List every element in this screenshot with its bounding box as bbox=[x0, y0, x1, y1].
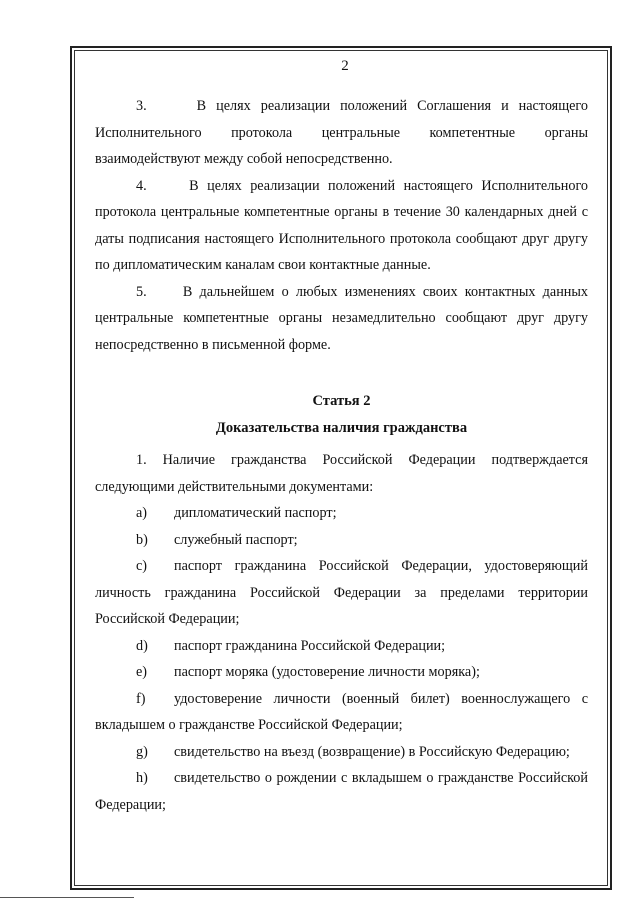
list-item-text: свидетельство на въезд (возвращение) в Российскую Федерацию; bbox=[174, 743, 570, 760]
list-item-label: a) bbox=[136, 505, 148, 521]
spacer bbox=[95, 358, 588, 388]
list-item-text: свидетельство о рождении с вкладышем о гражданстве Российской Федерации; bbox=[95, 770, 588, 813]
page-number: 2 bbox=[341, 58, 349, 74]
footer-rule bbox=[0, 897, 134, 898]
list-item bbox=[95, 765, 588, 818]
paragraph-5 bbox=[95, 279, 588, 359]
list-item-text: удостоверение личности (военный билет) военнослужащего с вкладышем о гражданстве Российской Федерации; bbox=[95, 690, 588, 733]
list-item bbox=[95, 527, 588, 554]
list-item bbox=[95, 633, 588, 660]
article-title: Доказательства наличия гражданства bbox=[215, 419, 468, 436]
paragraph-number: 3. bbox=[136, 98, 147, 114]
list-item-text: паспорт гражданина Российской Федерации; bbox=[174, 637, 446, 654]
list-item-text: дипломатический паспорт; bbox=[174, 505, 337, 521]
list-item bbox=[95, 553, 588, 633]
document-body bbox=[95, 93, 588, 818]
list-item bbox=[95, 686, 588, 739]
list-item-label: d) bbox=[136, 637, 148, 654]
paragraph-4 bbox=[95, 173, 588, 279]
list-item-label: g) bbox=[136, 743, 148, 760]
list-item-text: паспорт гражданина Российской Федерации, удостоверяющий личность гражданина Российской Федерации за пределами территории Российской Федерации; bbox=[95, 558, 588, 627]
article-intro: 1. Наличие гражданства Российской Федерации подтверждается следующими действительными документами: bbox=[95, 452, 588, 495]
list-item-text: паспорт моряка (удостоверение личности моряка); bbox=[174, 664, 480, 680]
list-item bbox=[95, 739, 588, 766]
list-item-label: c) bbox=[136, 558, 148, 574]
paragraph-number: 5. bbox=[136, 283, 147, 300]
paragraph-3 bbox=[95, 93, 588, 173]
list-item-label: e) bbox=[136, 664, 148, 680]
paragraph-text: В дальнейшем о любых изменениях своих контактных данных центральные компетентные органы незамедлительно сообщают друг другу непосредственно в письменной форме. bbox=[95, 283, 589, 353]
paragraph-number: 4. bbox=[136, 177, 147, 194]
list-item-label: h) bbox=[136, 770, 148, 786]
list-item-label: b) bbox=[136, 531, 148, 548]
article-number: Статья 2 bbox=[312, 393, 371, 409]
paragraph-text: В целях реализации положений Соглашения и настоящего Исполнительного протокола центральные компетентные органы взаимодействуют между собой непосредственно. bbox=[95, 98, 588, 167]
list-item bbox=[95, 500, 588, 527]
list-item-text: служебный паспорт; bbox=[174, 531, 298, 548]
list-item bbox=[95, 659, 588, 686]
paragraph-text: В целях реализации положений настоящего Исполнительного протокола центральные компетентные органы в течение 30 календарных дней с даты подписания настоящего Исполнительного протокола сообщают друг другу по дипломатическим каналам свои контактные данные. bbox=[95, 177, 588, 273]
list-item-label: f) bbox=[136, 690, 146, 707]
